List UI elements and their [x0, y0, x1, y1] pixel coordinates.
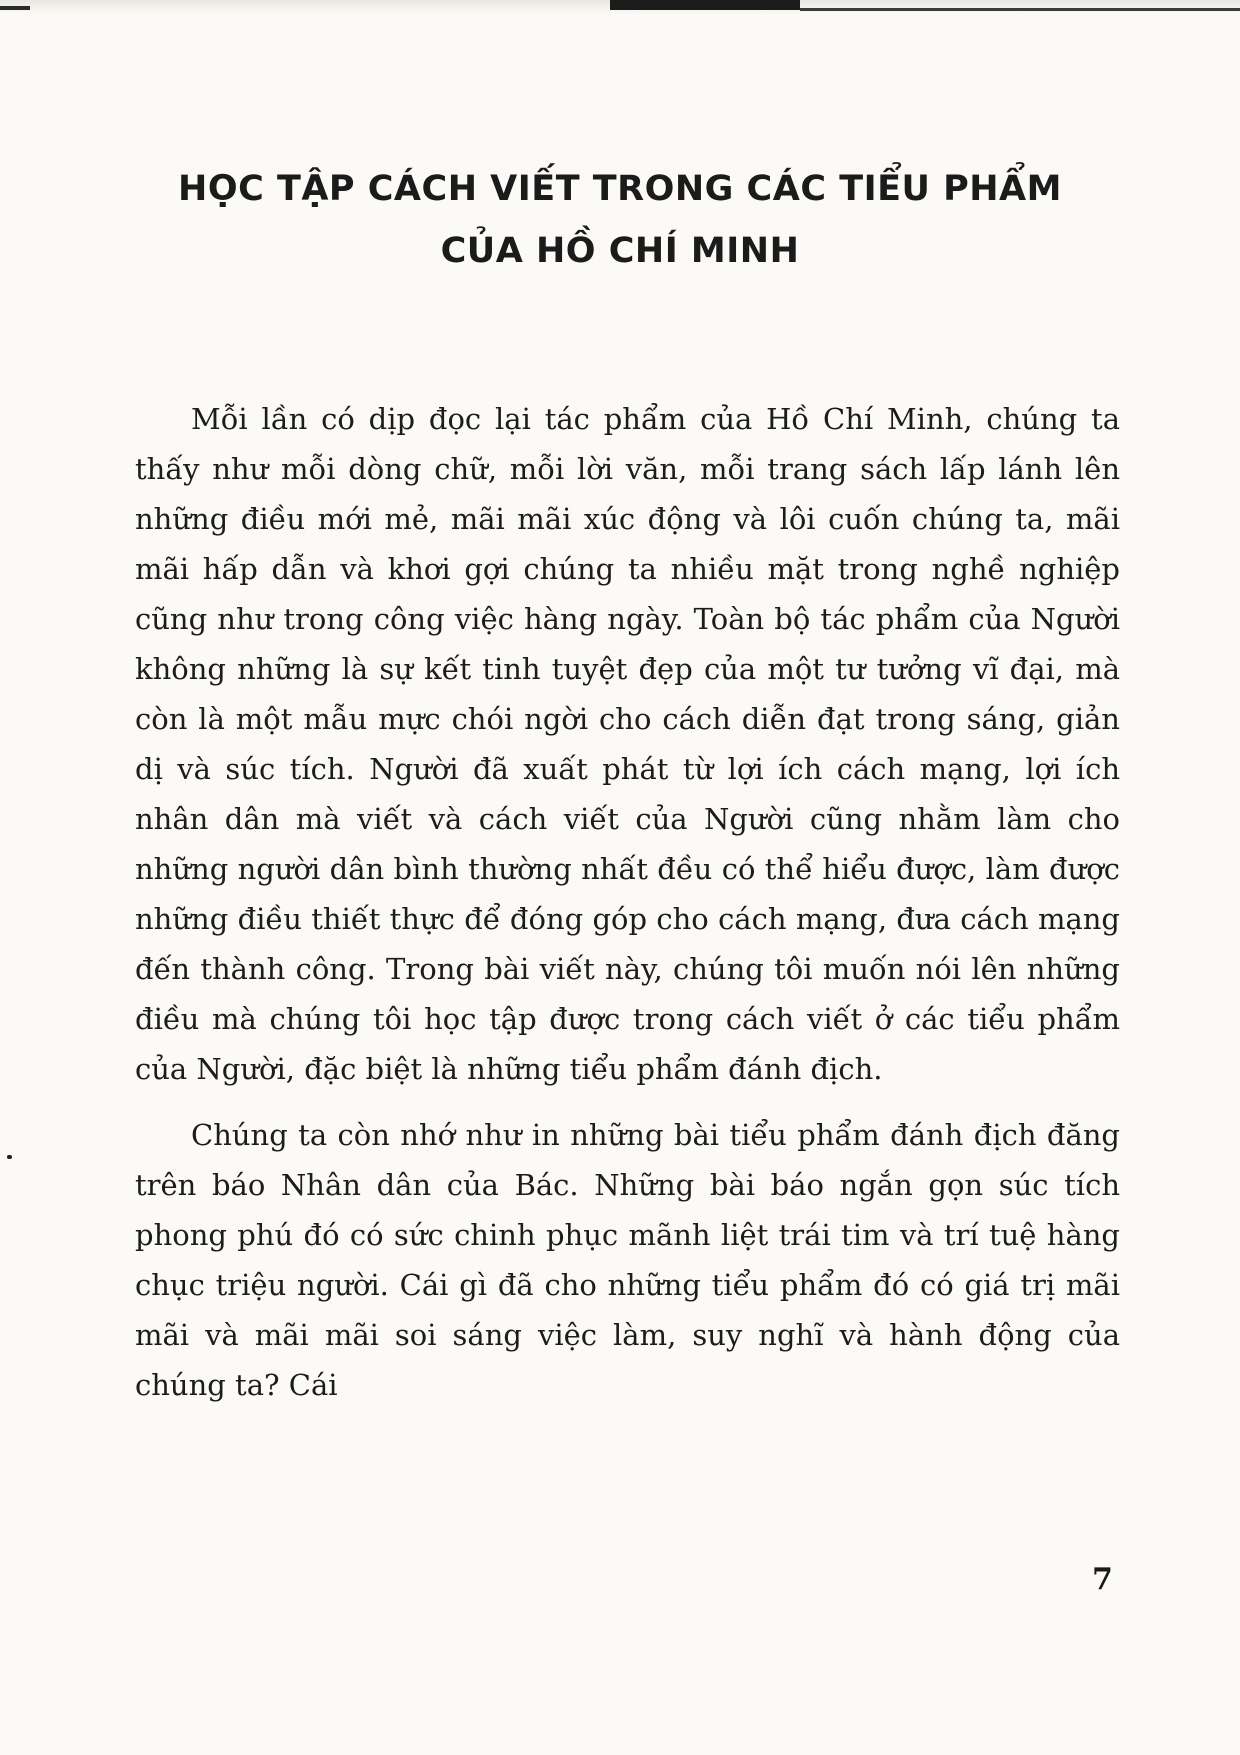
page-number: 7 [1092, 1562, 1113, 1597]
chapter-title-line-2: CỦA HỒ CHÍ MINH [440, 231, 800, 271]
chapter-title-line-1: HỌC TẬP CÁCH VIẾT TRONG CÁC TIỂU PHẨM [178, 169, 1062, 209]
margin-mark [7, 1155, 12, 1159]
header-rule-left [0, 6, 30, 10]
paragraph-1: Mỗi lần có dịp đọc lại tác phẩm của Hồ Chí Minh, chúng ta thấy như mỗi dòng chữ, mỗi lời văn, mỗi trang sách lấp lánh lên những điều mới mẻ, mãi mãi xúc động và lôi cuốn chúng ta, mãi mãi hấp dẫn và khơi gợi chúng ta nhiều mặt trong nghề nghiệp cũng như trong công việc hàng ngày. Toàn bộ tác phẩm của Người không những là sự kết tinh tuyệt đẹp của một tư tưởng vĩ đại, mà còn là một mẫu mực chói ngời cho cách diễn đạt trong sáng, giản dị và súc tích. Người đã xuất phát từ lợi ích cách mạng, lợi ích nhân dân mà viết và cách viết của Người cũng nhằm làm cho những người dân bình thường nhất đều có thể hiểu được, làm được những điều thiết thực để đóng góp cho cách mạng, đưa cách mạng đến thành công. Trong bài viết này, chúng tôi muốn nói lên những điều mà chúng tôi học tập được trong cách viết ở các tiểu phẩm của Người, đặc biệt là những tiểu phẩm đánh địch. [135, 402, 1120, 1086]
body-text [135, 394, 1120, 1410]
paragraph-2: Chúng ta còn nhớ như in những bài tiểu phẩm đánh địch đăng trên báo Nhân dân của Bác. Những bài báo ngắn gọn súc tích phong phú đó có sức chinh phục mãnh liệt trái tim và trí tuệ hàng chục triệu người. Cái gì đã cho những tiểu phẩm đó có giá trị mãi mãi và mãi mãi soi sáng việc làm, suy nghĩ và hành động của chúng ta? Cái [135, 1118, 1120, 1402]
header-rule-right [800, 8, 1240, 11]
chapter-title [120, 158, 1120, 282]
header-rule-dark [610, 0, 800, 10]
